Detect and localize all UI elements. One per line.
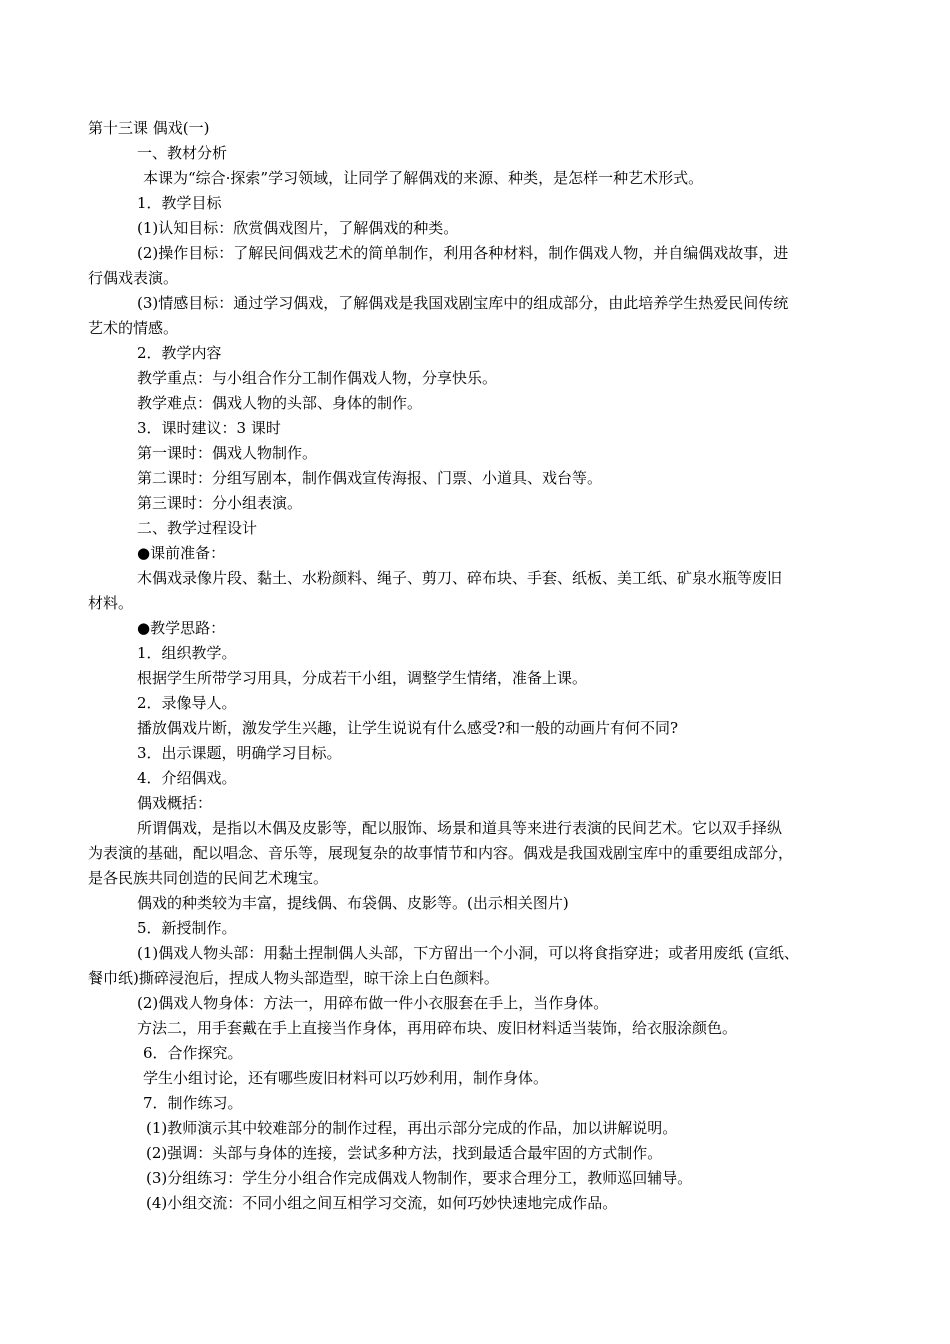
paragraph-line: (3)情感目标：通过学习偶戏，了解偶戏是我国戏剧宝库中的组成部分，由此培养学生热爱民间传统 — [137, 294, 789, 312]
paragraph-line: 第二课时：分组写剧本，制作偶戏宣传海报、门票、小道具、戏台等。 — [137, 469, 603, 487]
paragraph-line: 播放偶戏片断，激发学生兴趣，让学生说说有什么感受?和一般的动画片有何不同? — [137, 719, 679, 737]
paragraph-line: 餐巾纸)撕碎浸泡后，捏成人物头部造型，晾干涂上白色颜料。 — [88, 969, 499, 987]
paragraph-line: 本课为“综合·探索”学习领域，让同学了解偶戏的来源、种类，是怎样一种艺术形式。 — [143, 169, 704, 187]
paragraph-line: (1)偶戏人物头部：用黏土捏制偶人头部，下方留出一个小洞，可以将食指穿进；或者用废纸 (宣纸、 — [137, 944, 799, 962]
paragraph-line: 是各民族共同创造的民间艺术瑰宝。 — [88, 869, 329, 887]
paragraph-line: 学生小组讨论，还有哪些废旧材料可以巧妙利用，制作身体。 — [143, 1069, 549, 1087]
paragraph-line: 材料。 — [88, 594, 134, 612]
subsection-heading: 3．课时建议：3 课时 — [137, 419, 281, 437]
paragraph-line: 根据学生所带学习用具，分成若干小组，调整学生情绪，准备上课。 — [137, 669, 588, 687]
subsection-heading: 1．组织教学。 — [137, 644, 237, 662]
paragraph-line: 偶戏概括： — [137, 794, 213, 812]
paragraph-line: (2)操作目标：了解民间偶戏艺术的简单制作，利用各种材料，制作偶戏人物，并自编偶戏故事，进 — [137, 244, 789, 262]
paragraph-line: (2)强调：头部与身体的连接，尝试多种方法，找到最适合最牢固的方式制作。 — [146, 1144, 663, 1162]
subsection-heading: 2．录像导人。 — [137, 694, 237, 712]
paragraph-line: 教学难点：偶戏人物的头部、身体的制作。 — [137, 394, 423, 412]
subsection-heading: 5．新授制作。 — [137, 919, 237, 937]
section-heading: 一、教材分析 — [137, 144, 228, 162]
paragraph-line: 木偶戏录像片段、黏土、水粉颜料、绳子、剪刀、碎布块、手套、纸板、美工纸、矿泉水瓶等废旧 — [137, 569, 783, 587]
subsection-heading: 1．教学目标 — [137, 194, 222, 212]
paragraph-line: (2)偶戏人物身体：方法一，用碎布做一件小衣服套在手上，当作身体。 — [137, 994, 609, 1012]
paragraph-line: 行偶戏表演。 — [88, 269, 179, 287]
subsection-heading: 6．合作探究。 — [143, 1044, 243, 1062]
paragraph-line: (4)小组交流：不同小组之间互相学习交流，如何巧妙快速地完成作品。 — [146, 1194, 618, 1212]
paragraph-line: (3)分组练习：学生分小组合作完成偶戏人物制作，要求合理分工，教师巡回辅导。 — [146, 1169, 693, 1187]
page-title: 第十三课 偶戏(一) — [88, 119, 210, 137]
bullet-heading: ●教学思路： — [137, 619, 226, 637]
paragraph-line: 所谓偶戏，是指以木偶及皮影等，配以服饰、场景和道具等来进行表演的民间艺术。它以双手择纵 — [137, 819, 783, 837]
paragraph-line: 第一课时：偶戏人物制作。 — [137, 444, 318, 462]
paragraph-line: (1)认知目标：欣赏偶戏图片，了解偶戏的种类。 — [137, 219, 459, 237]
paragraph-line: 偶戏的种类较为丰富，提线偶、布袋偶、皮影等。(出示相关图片) — [137, 894, 569, 912]
bullet-heading: ●课前准备： — [137, 544, 226, 562]
paragraph-line: (1)教师演示其中较难部分的制作过程，再出示部分完成的作品，加以讲解说明。 — [146, 1119, 678, 1137]
paragraph-line: 第三课时：分小组表演。 — [137, 494, 303, 512]
section-heading: 二、教学过程设计 — [137, 519, 258, 537]
subsection-heading: 2．教学内容 — [137, 344, 222, 362]
paragraph-line: 方法二，用手套戴在手上直接当作身体，再用碎布块、废旧材料适当装饰，给衣服涂颜色。 — [137, 1019, 738, 1037]
subsection-heading: 7．制作练习。 — [143, 1094, 243, 1112]
subsection-heading: 3．出示课题，明确学习目标。 — [137, 744, 342, 762]
paragraph-line: 为表演的基础，配以唱念、音乐等，展现复杂的故事情节和内容。偶戏是我国戏剧宝库中的重要组成部分， — [88, 844, 794, 862]
subsection-heading: 4．介绍偶戏。 — [137, 769, 237, 787]
paragraph-line: 艺术的情感。 — [88, 319, 179, 337]
paragraph-line: 教学重点：与小组合作分工制作偶戏人物，分享快乐。 — [137, 369, 498, 387]
